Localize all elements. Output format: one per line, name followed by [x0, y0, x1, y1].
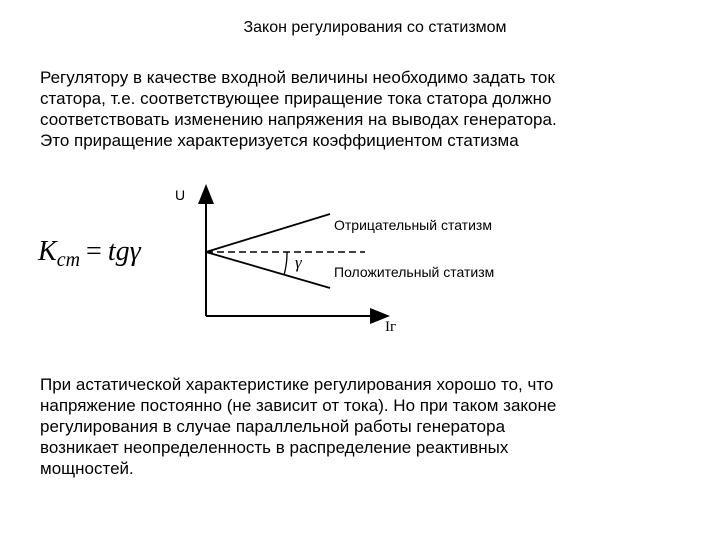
angle-arc	[284, 252, 287, 275]
outro-paragraph	[40, 374, 690, 479]
negative-statism-label: Отрицательный статизм	[334, 217, 492, 233]
formula-subscript: ст	[56, 249, 81, 271]
intro-line: статора, т.е. соответствующее приращение тока статора должно	[40, 89, 552, 108]
intro-line: Регулятору в качестве входной величины необходимо задать ток	[40, 68, 555, 87]
page-title: Закон регулирования со статизмом	[243, 19, 507, 36]
x-axis-label: Iг	[385, 319, 397, 335]
outro-line: При астатической характеристике регулирования хорошо то, что	[40, 375, 554, 394]
negative-statism-line	[206, 214, 330, 252]
intro-line: Это приращение характеризуется коэффициентом статизма	[40, 131, 519, 150]
outro-line: напряжение постоянно (не зависит от тока). Но при таком законе	[40, 396, 557, 415]
outro-line: регулирования в случае параллельной работы генератора	[40, 417, 506, 436]
positive-statism-label: Положительный статизм	[334, 264, 495, 280]
intro-line: соответствовать изменению напряжения на выводах генератора.	[40, 110, 557, 129]
outro-line: возникает неопределенность в распределение реактивных	[40, 438, 509, 457]
formula-equals: =	[86, 236, 102, 267]
angle-label: γ	[295, 253, 302, 272]
formula-k: K	[38, 236, 57, 267]
outro-line: мощностей.	[40, 459, 134, 478]
formula-rhs: tgγ	[107, 236, 141, 267]
positive-statism-line	[206, 252, 330, 288]
y-axis-label: U	[175, 187, 186, 203]
